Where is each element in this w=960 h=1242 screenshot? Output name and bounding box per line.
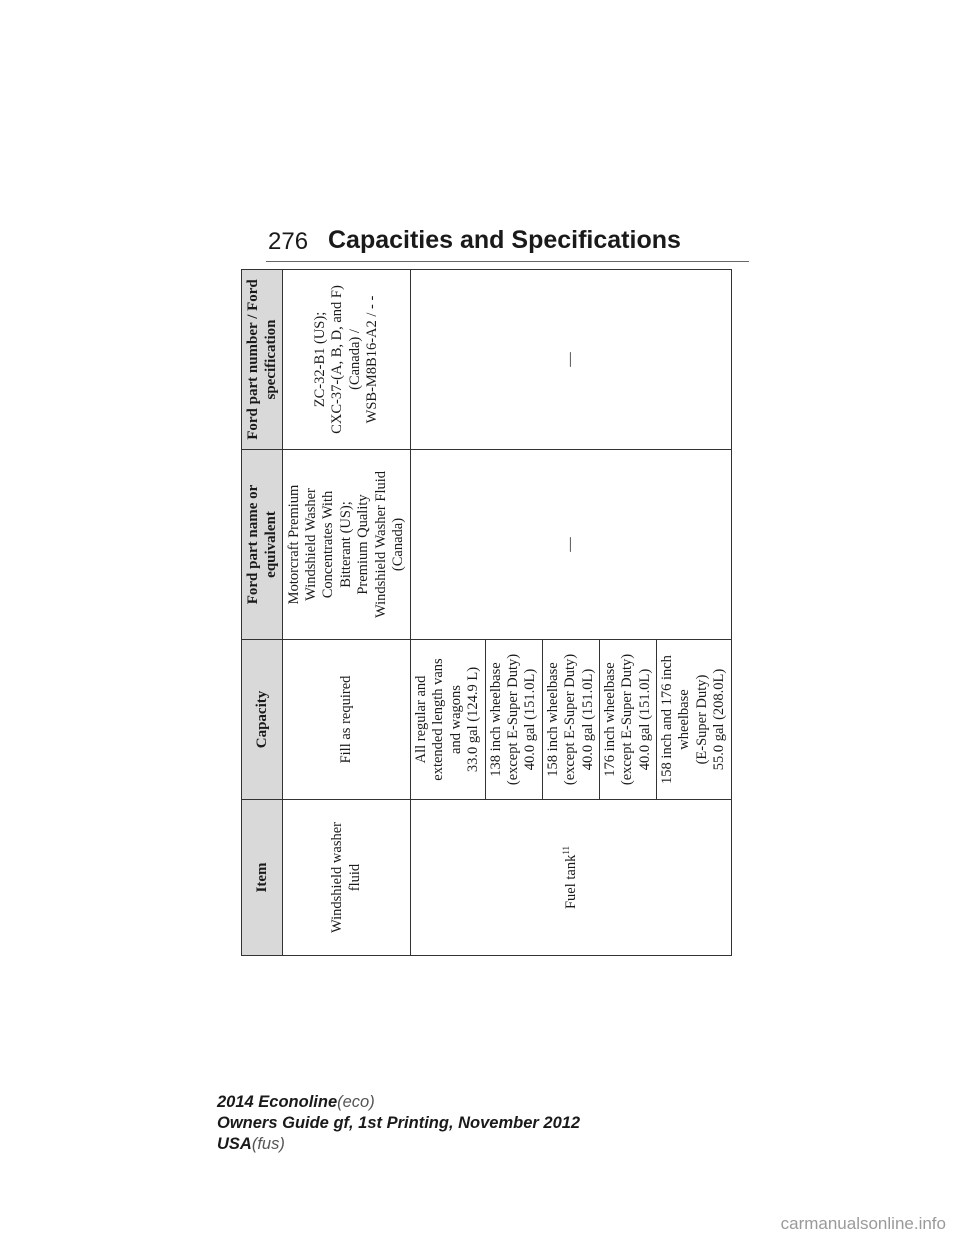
cell-fuel-tank-item (411, 800, 732, 956)
footer-line-3: USA(fus) (217, 1135, 285, 1153)
cell-washer-item: Windshield washer fluid (283, 800, 411, 956)
page-number: 276 (268, 228, 309, 255)
footer-line-1: 2014 Econoline(eco) (217, 1093, 375, 1111)
column-header-capacity: Capacity (242, 640, 283, 800)
cell-fuel-capacity: All regular and extended length vans and wagons 33.0 gal (124.9 L) (411, 640, 486, 800)
footer-line-2: Owners Guide gf, 1st Printing, November 2012 (217, 1114, 581, 1132)
cell-fuel-capacity: 176 inch wheelbase (except E-Super Duty) 40.0 gal (151.0L) (599, 640, 656, 800)
watermark: carmanualsonline.info (780, 1214, 946, 1233)
column-header-part-name: Ford part name or equivalent (242, 450, 283, 640)
column-header-item: Item (242, 800, 283, 956)
cell-fuel-part-name: — (411, 450, 732, 640)
table-row-fuel-tank (411, 270, 486, 956)
cell-washer-part-number: ZC-32-B1 (US); CXC-37-(A, B, D, and F) (Canada) / WSB-M8B16-A2 / - - (283, 270, 411, 450)
cell-washer-part-name: Motorcraft Premium Windshield Washer Concentrates With Bitterant (US); Premium Quality Windshield Washer Fluid (Canada) (283, 450, 411, 640)
table-row-washer-fluid (283, 270, 411, 956)
document-footer (217, 1092, 580, 1155)
cell-fuel-capacity: 158 inch and 176 inch wheelbase (E-Super Duty) 55.0 gal (208.0L) (657, 640, 732, 800)
table-header-row (242, 270, 283, 956)
cell-fuel-capacity: 138 inch wheelbase (except E-Super Duty) 40.0 gal (151.0L) (485, 640, 542, 800)
capacities-table (241, 269, 732, 956)
section-title: Capacities and Specifications (328, 226, 681, 254)
cell-fuel-part-number: — (411, 270, 732, 450)
cell-fuel-capacity: 158 inch wheelbase (except E-Super Duty) 40.0 gal (151.0L) (542, 640, 599, 800)
header-divider (266, 261, 749, 262)
page-header (0, 0, 960, 270)
cell-washer-capacity: Fill as required (283, 640, 411, 800)
footnote-marker: 11 (561, 845, 572, 855)
column-header-part-number: Ford part number / Ford specification (242, 270, 283, 450)
fuel-tank-label: Fuel tank (563, 854, 580, 910)
capacities-table-rotated (241, 270, 728, 956)
